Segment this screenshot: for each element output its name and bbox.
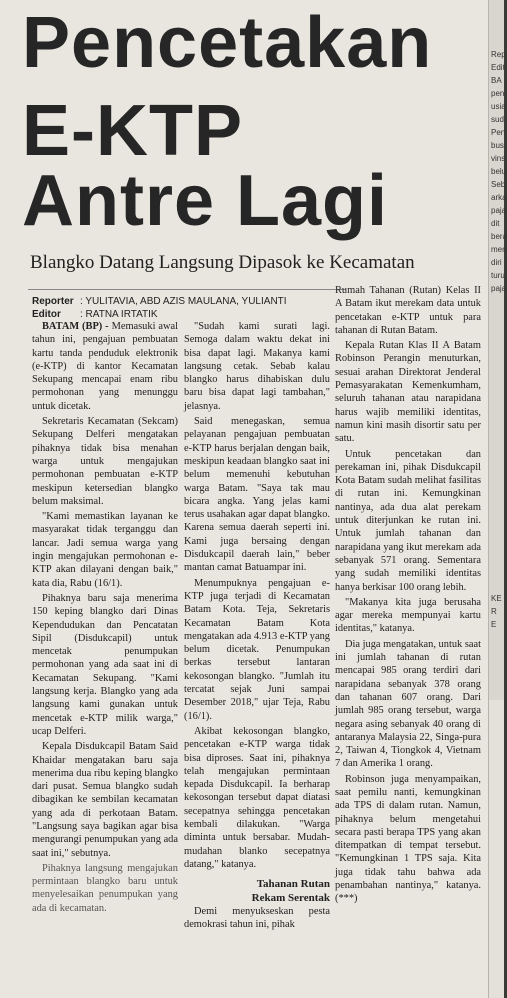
paragraph: "Kami memastikan layanan ke masyarakat tidak terganggu dan lancar. Jadi semua warga yang ingin mengajukan permohonan e-KTP akan dilayani dengan baik," kata dia, Rabu (16/1).	[32, 511, 178, 589]
adjacent-text-fragment: BA	[491, 76, 502, 85]
article-column-2	[184, 320, 330, 934]
adjacent-text-fragment: KE	[491, 594, 502, 603]
adjacent-text-fragment: Pen	[491, 128, 506, 137]
paragraph: Menumpuknya pengajuan e-KTP juga terjadi di Kecamatan Batam Kota. Teja, Sekretaris Kecamatan Batam Kota mengatakan ada 4.913 e-KTP yang belum dicetak. Penumpukan berkas tersebut lantaran kekosongan blangko. "Jumlah itu tercatat sejak Juni sampai Desember 2018," ujar Teja, Rabu (16/1).	[184, 577, 330, 722]
paragraph: Kepala Disdukcapil Batam Said Khaidar mengatakan baru saja menerima dua ribu keping blangko dari pusat. Semua blangko sudah dibagikan ke sembilan kecamatan yang ada di perkotaan Batam. "Langsung saya bagikan agar bisa mengurangi penumpukan yang ada saat ini," sebutnya.	[32, 741, 178, 859]
byline-reporter	[32, 296, 287, 307]
byline-divider	[28, 289, 346, 290]
adjacent-text-fragment: usia	[491, 102, 506, 111]
headline-line-3: Antre Lagi	[22, 161, 389, 241]
adjacent-text-fragment: vins	[491, 154, 506, 163]
adjacent-text-fragment: pen	[491, 89, 505, 98]
headline-line-2: E-KTP	[22, 91, 243, 171]
adjacent-text-fragment: Rep	[491, 50, 506, 59]
paragraph: Pihaknya baru saja menerima 150 keping blangko dari Dinas Kependudukan dan Pencatatan Sipil (Disdukcapil) untuk mencetak penumpukan permohonan yang ada saat ini di Kecamatan Sekupang. "Kami langsung kerja. Blangko yang ada langsung kami gunakan untuk mencetak e-KTP milik warga," ucap Delferi.	[32, 592, 178, 737]
adjacent-page-text	[489, 50, 507, 630]
adjacent-text-fragment: E	[491, 620, 497, 629]
paragraph: Said menegaskan, semua pelayanan pengajuan pembuatan e-KTP harus berjalan dengan baik, meskipun keadaan blangko saat ini belum memenuhi kebutuhan warga Batam. "Saya tak mau bicara angka. Yang jelas kami terus usahakan agar dapat blangko. Karena semua daerah seperti ini. Kami juga bersaing dengan Disdukcapil daerah lain," beber mantan camat Batuampar ini.	[184, 416, 330, 574]
adjacent-text-fragment: paja	[491, 284, 507, 293]
dateline: BATAM (BP) -	[42, 321, 109, 332]
adjacent-text-fragment: Seb	[491, 180, 506, 189]
subhead-line-1: Tahanan Rutan	[256, 878, 330, 891]
byline-editor	[32, 309, 158, 320]
adjacent-text-fragment: arka	[491, 193, 507, 202]
paragraph: Robinson juga menyampaikan, saat pemilu nanti, kemungkinan ada TPS di dalam rutan. Namun, pihaknya belum mengetahui secara pasti berapa TPS yang akan ditempatkan di tempat tersebut. "Kemungkinan 1 TPS saja. Kita juga tidak tahu bahwa ada penambahan nantinya," katanya.(***)	[335, 773, 481, 905]
paragraph: Untuk pencetakan dan perekaman ini, pihak Disdukcapil Kota Batam sudah melihat fasilitas di rutan ini. Kemungkinan nantinya, ada dua alat perekam untuk diterjunkan ke rutan ini. Untuk jumlah tahanan dan narapidana yang ikut merekam ada sebanyak 571 orang. Sementara yang sudah memiliki identitas hanya berkisar 100 orang lebih.	[335, 448, 481, 593]
paragraph: "Makanya kita juga berusaha agar mereka mempunyai kartu identitas," katanya.	[335, 596, 481, 635]
paragraph	[32, 320, 178, 413]
adjacent-text-fragment: dit	[491, 219, 500, 228]
adjacent-page-lower	[489, 700, 504, 998]
paragraph: Demi menyukseskan pesta demokrasi tahun ini, pihak	[184, 906, 330, 931]
adjacent-text-fragment: men	[491, 245, 507, 254]
adjacent-text-fragment: Edit	[491, 63, 505, 72]
subhead-line-2: Rekam Serentak	[251, 892, 330, 905]
headline-line-1: Pencetakan	[22, 3, 433, 83]
adjacent-text-fragment: paja	[491, 206, 507, 215]
paragraph-text: Memasuki awal tahun ini, pengajuan pembuatan kartu tanda penduduk elektronik (e-KTP) di kantor Kecamatan Sekupang mencapai enam ribu permohonan yang menunggu untuk dicetak.	[32, 321, 178, 412]
paragraph: Kepala Rutan Klas II A Batam Robinson Perangin menuturkan, sesuai arahan Direktorat Jenderal Pemasyarakatan Kemenkumham, seluruh tahanan atau narapidana harus wajib memiliki identitas, namun kini masih disortir satu per satu.	[335, 340, 481, 445]
reporter-names: : YULITAVIA, ABD AZIS MAULANA, YULIANTI	[80, 296, 287, 307]
paragraph: "Sudah kami surati lagi. Semoga dalam waktu dekat ini bisa dapat lagi. Makanya kami langsung cetak. Sebab kalau blangko harus dihabiskan dulu baru bisa dapat lagi tambahan," jelasnya.	[184, 321, 330, 412]
adjacent-text-fragment: diri	[491, 258, 502, 267]
paragraph: Rumah Tahanan (Rutan) Kelas II A Batam ikut merekam data untuk pencetakan e-KTP untuk para tahanan di Rutan Batam.	[335, 285, 481, 336]
adjacent-text-fragment: turu	[491, 271, 505, 280]
adjacent-page-strip	[488, 0, 507, 998]
paragraph: Pihaknya langsung mengajukan permintaan blangko baru untuk menyelesaikan penumpukan yang ada di kecamatan.	[32, 862, 178, 914]
article-column-3	[335, 284, 481, 908]
adjacent-text-fragment: R	[491, 607, 497, 616]
editor-name: : RATNA IRTATIK	[80, 309, 158, 320]
subheadline: Blangko Datang Langsung Dipasok ke Kecamatan	[30, 252, 415, 273]
paragraph: Akibat kekosongan blangko, pencetakan e-KTP warga tidak bisa diproses. Saat ini, pihaknya telah mengajukan permintaan kepada Disdukcapil. Ia berharap kekosongan tersebut dapat diatasi secepatnya sehingga pencetakan kembali dilakukan. "Warga diminta untuk bersabar. Mudah-mudahan blanko secepatnya datang," katanya.	[184, 725, 330, 870]
adjacent-text-fragment: bus	[491, 141, 504, 150]
adjacent-text-fragment: belu	[491, 167, 507, 176]
editor-label: Editor	[32, 309, 61, 320]
paragraph: Sekretaris Kecamatan (Sekcam) Sekupang Delferi mengatakan pihaknya tidak bisa menahan warga untuk mengajukan permohonan pembuatan e-KTP meskipun ketersedian blangko belum maksimal.	[32, 416, 178, 507]
reporter-label: Reporter	[32, 296, 74, 307]
article-column-1	[32, 320, 178, 917]
paragraph: Dia juga mengatakan, untuk saat ini jumlah tahanan di rutan mencapai 985 orang terdiri dari narapidana sebanyak 378 orang dan tahanan 607 orang. Dari jumlah 985 orang tersebut, warga negara asing sebanyak 40 orang di antaranya Malaysia 22, Singa-pura 2, Taiwan 4, Tiongkok 4, Vietnam 7 dan Amerika 1 orang.	[335, 638, 481, 770]
adjacent-text-fragment: sud	[491, 115, 504, 124]
adjacent-text-fragment: bera	[491, 232, 507, 241]
